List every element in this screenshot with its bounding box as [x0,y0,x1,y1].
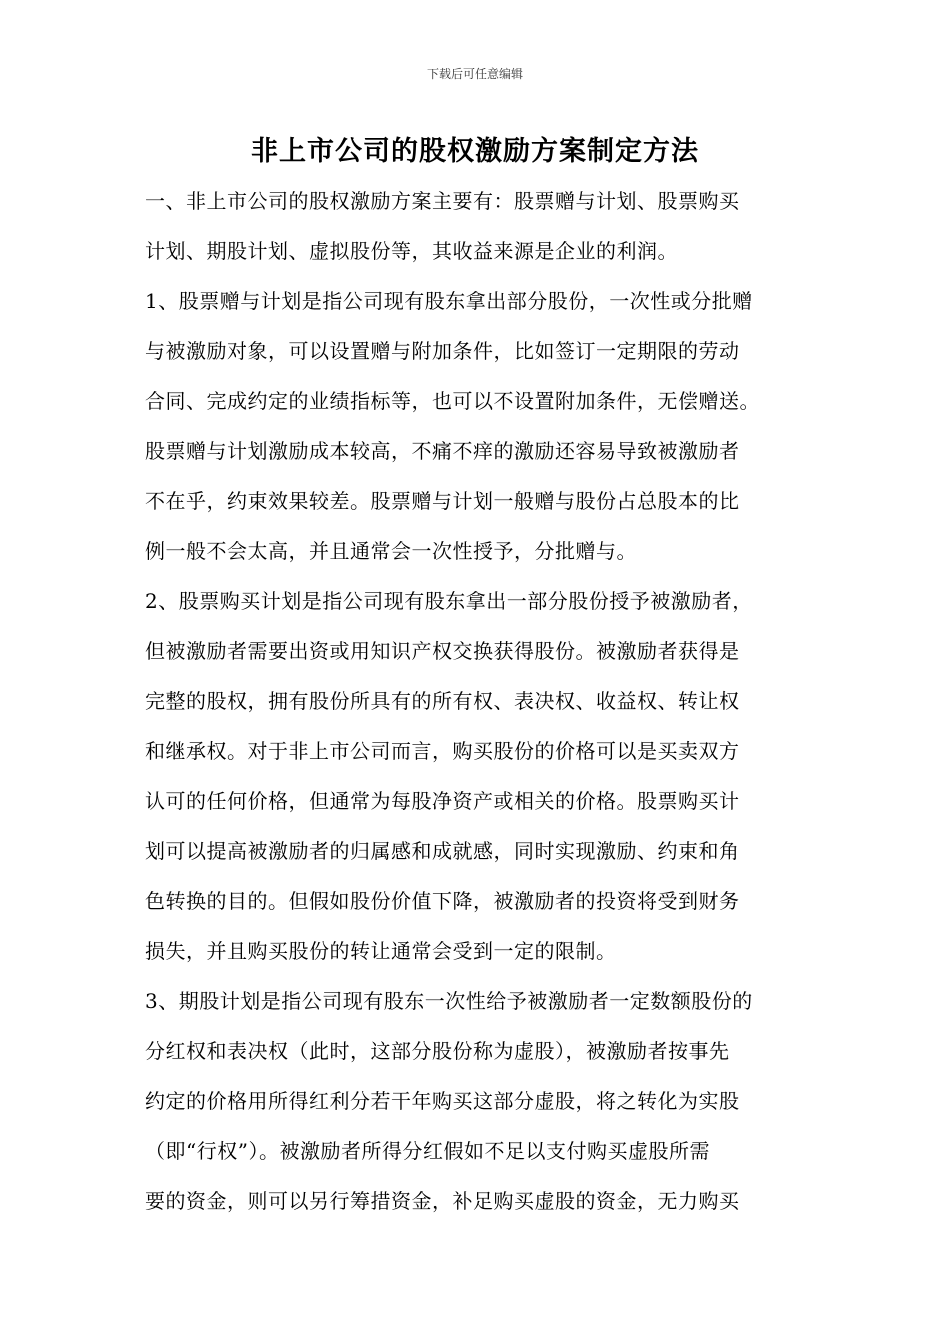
body-line: 合同、完成约定的业绩指标等，也可以不设置附加条件，无偿赠送。 [145,389,760,413]
body-line: 要的资金，则可以另行筹措资金，补足购买虚股的资金，无力购买 [145,1189,740,1213]
body-line: 划可以提高被激励者的归属感和成就感，同时实现激励、约束和角 [145,839,740,863]
body-line: 股票赠与计划激励成本较高，不痛不痒的激励还容易导致被激励者 [145,439,740,463]
body-line: 和继承权。对于非上市公司而言，购买股份的价格可以是买卖双方 [145,739,740,763]
body-line: 但被激励者需要出资或用知识产权交换获得股份。被激励者获得是 [145,639,740,663]
body-line: （即“行权”）。被激励者所得分红假如不足以支付购买虚股所需 [145,1139,710,1163]
body-line: 不在乎，约束效果较差。股票赠与计划一般赠与股份占总股本的比 [145,489,740,513]
body-line: 认可的任何价格，但通常为每股净资产或相关的价格。股票购买计 [145,789,740,813]
header-note: 下载后可任意编辑 [426,67,523,81]
body-line: 一、非上市公司的股权激励方案主要有：股票赠与计划、股票购买 [145,189,740,213]
document-body [145,176,825,1226]
body-line: 计划、期股计划、虚拟股份等，其收益来源是企业的利润。 [145,239,678,263]
body-line: 例一般不会太高，并且通常会一次性授予，分批赠与。 [145,539,637,563]
body-line: 2、股票购买计划是指公司现有股东拿出一部分股份授予被激励者， [145,589,753,613]
body-line: 色转换的目的。但假如股份价值下降，被激励者的投资将受到财务 [145,889,740,913]
body-line: 完整的股权，拥有股份所具有的所有权、表决权、收益权、转让权 [145,689,740,713]
body-line: 3、期股计划是指公司现有股东一次性给予被激励者一定数额股份的 [145,989,753,1013]
body-line: 约定的价格用所得红利分若干年购买这部分虚股，将之转化为实股 [145,1089,740,1113]
body-line: 损失，并且购买股份的转让通常会受到一定的限制。 [145,939,617,963]
body-line: 分红权和表决权（此时，这部分股份称为虚股），被激励者按事先 [145,1039,730,1063]
body-line: 1、股票赠与计划是指公司现有股东拿出部分股份，一次性或分批赠 [145,289,753,313]
document-title: 非上市公司的股权激励方案制定方法 [251,136,699,167]
body-line: 与被激励对象，可以设置赠与附加条件，比如签订一定期限的劳动 [145,339,740,363]
